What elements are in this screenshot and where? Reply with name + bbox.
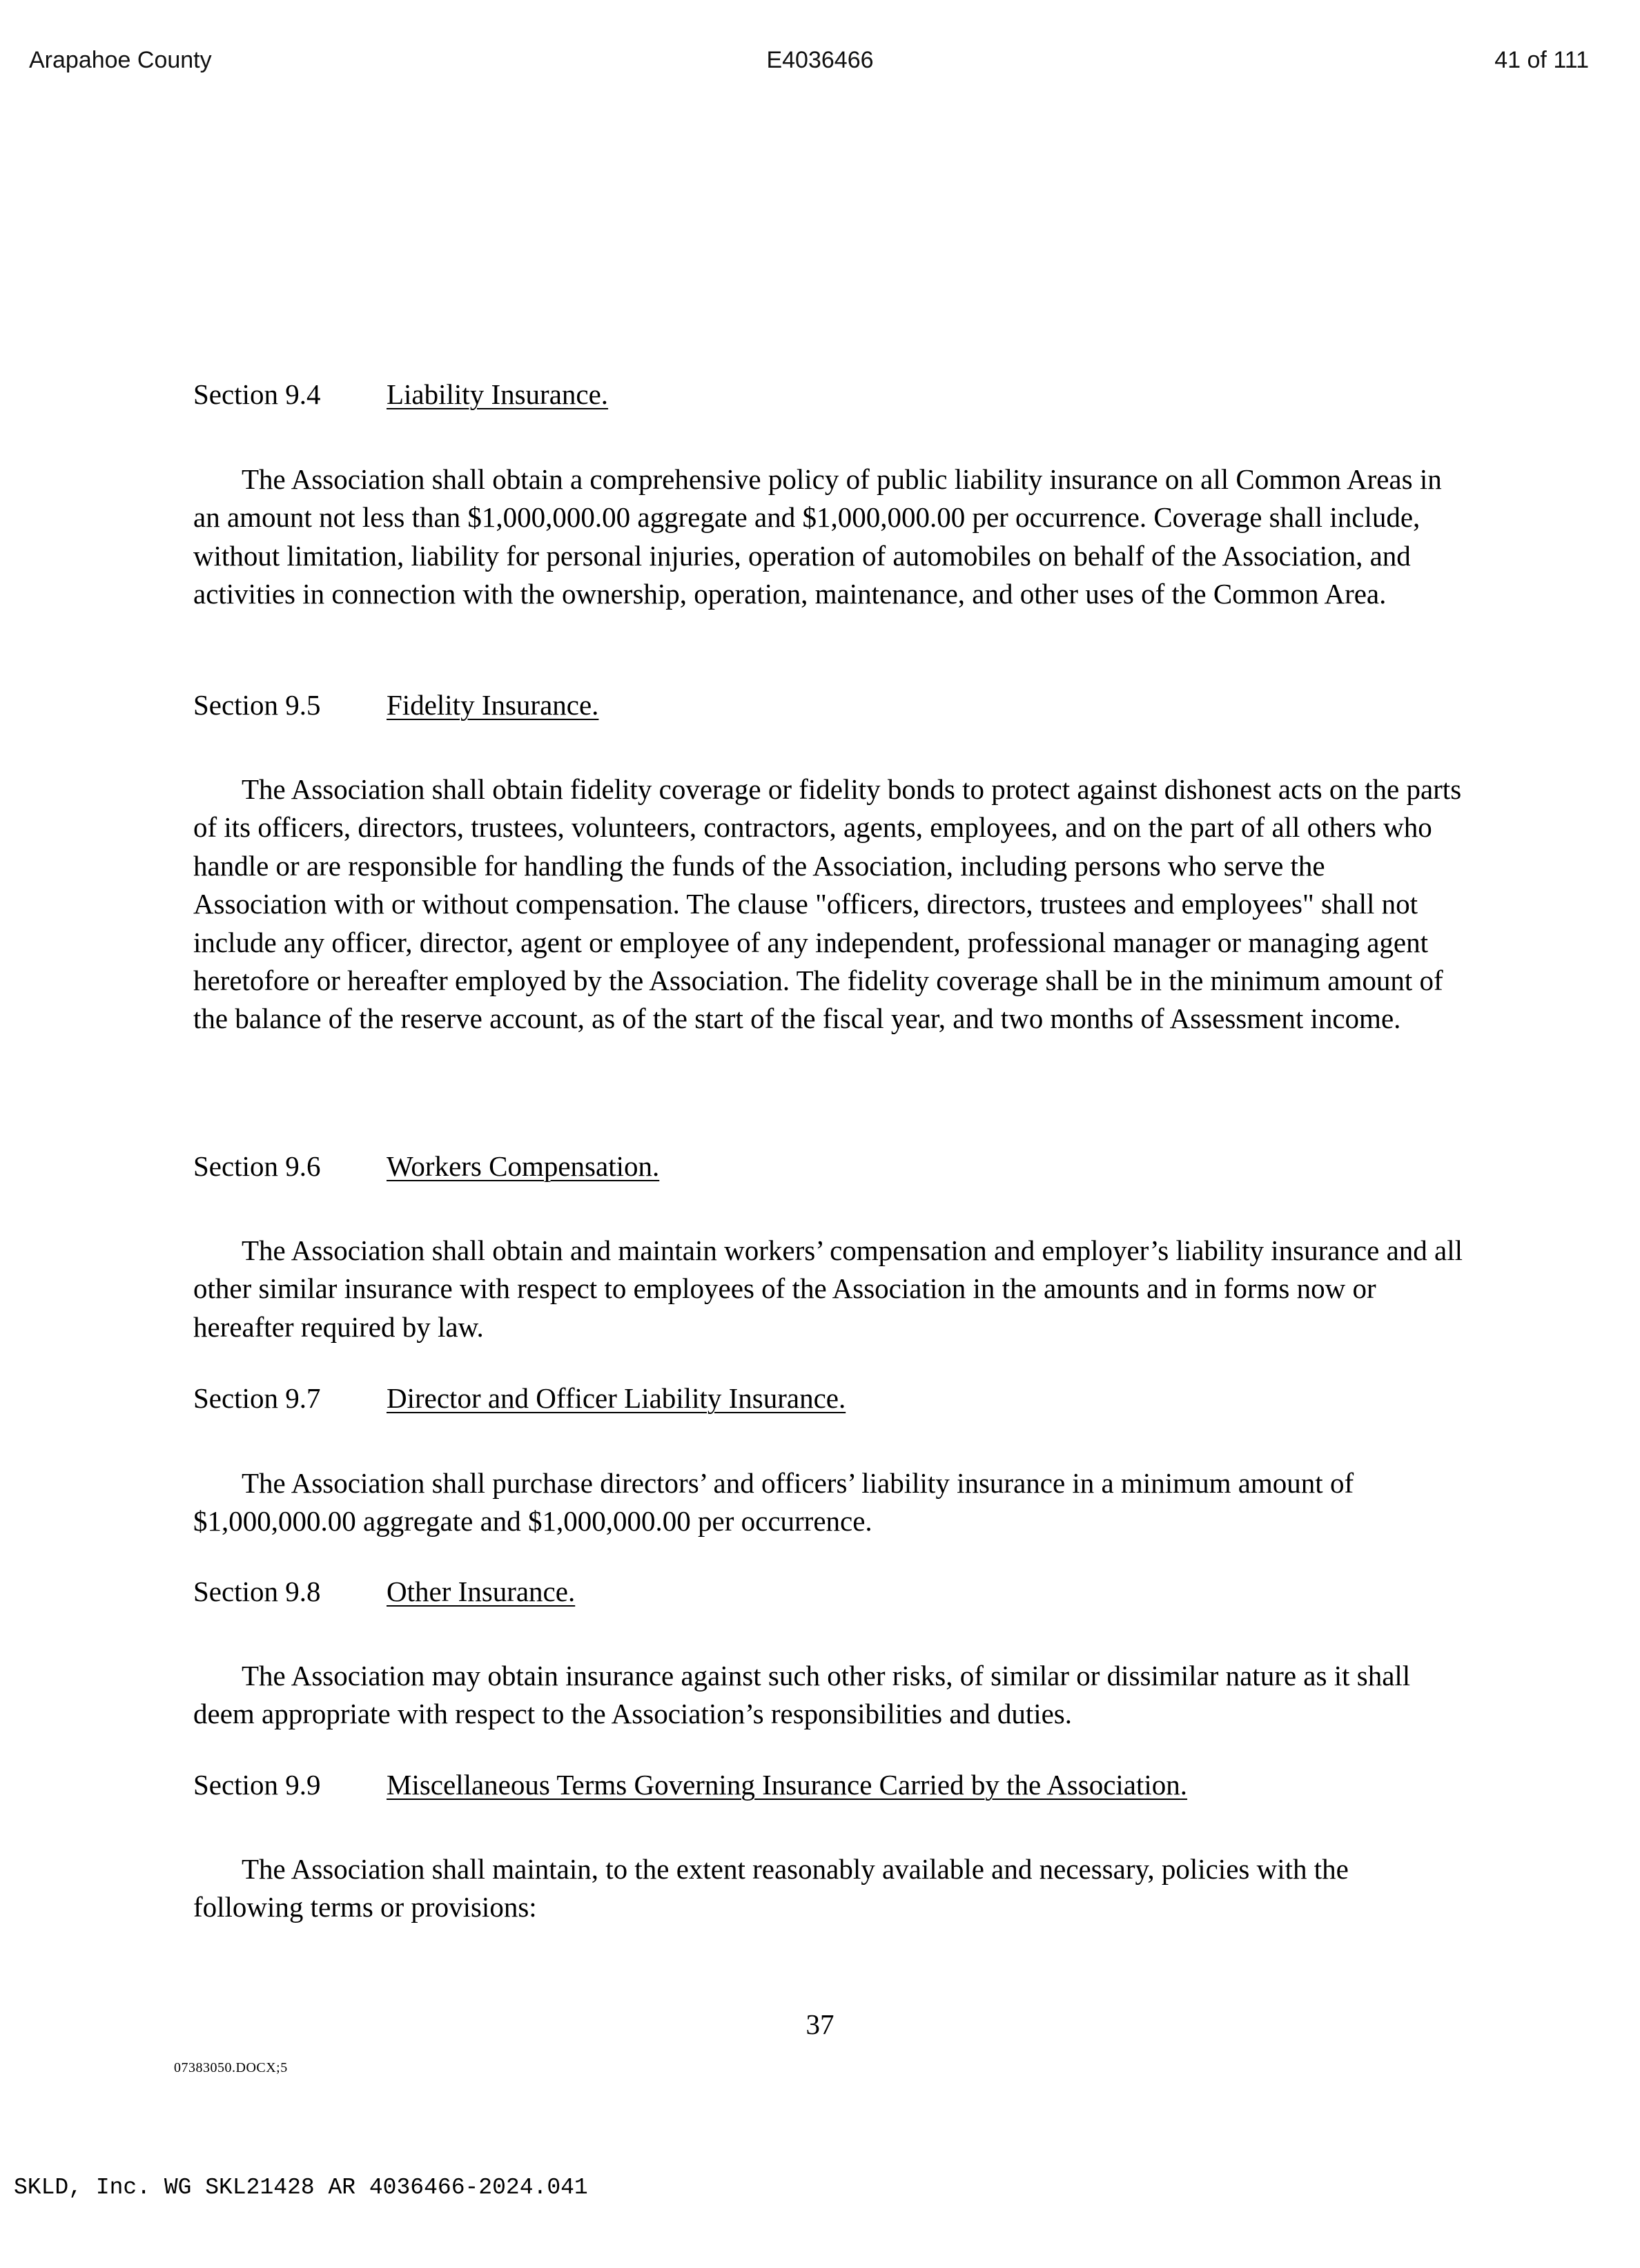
paragraph: The Association shall maintain, to the extent reasonably available and necessary, policies with the following terms or provisions: (193, 1853, 1349, 1923)
header-reception-number: E4036466 (766, 47, 874, 73)
section-number: Section 9.9 (193, 1769, 321, 1801)
section-title: Workers Compensation. (387, 1150, 660, 1182)
paragraph: The Association shall obtain fidelity coverage or fidelity bonds to protect against dishonest acts on the parts of its officers, directors, trustees, volunteers, contractors, agents, employees, and on the part of all others who handle or are responsible for handling the funds of the Association, including persons who serve the Association with or without compensation. The clause "officers, directors, trustees and employees" shall not include any officer, director, agent or employee of any independent, professional manager or managing agent heretofore or hereafter employed by the Association. The fidelity coverage shall be in the minimum amount of the balance of the reserve account, as of the start of the fiscal year, and two months of Assessment income. (193, 773, 1462, 1035)
section-title: Director and Officer Liability Insurance. (387, 1382, 846, 1414)
section-title: Fidelity Insurance. (387, 689, 599, 721)
paragraph: The Association shall obtain a comprehensive policy of public liability insurance on all Common Areas in an amount not less than $1,000,000.00 aggregate and $1,000,000.00 per occurrence. Coverage shall include, without limitation, liability for personal injuries, operation of automobiles on behalf of the Association, and activities in connection with the ownership, operation, maintenance, and other uses of the Common Area. (193, 463, 1442, 610)
section-heading-9-4 (193, 377, 608, 411)
section-heading-9-5 (193, 688, 598, 722)
section-heading-9-6 (193, 1149, 659, 1183)
paragraph: The Association shall obtain and maintain workers’ compensation and employer’s liability insurance and all other similar insurance with respect to employees of the Association in the amounts and in forms now or hereafter required by law. (193, 1234, 1463, 1343)
page-number: 37 (806, 2008, 834, 2040)
section-number: Section 9.4 (193, 378, 321, 410)
paragraph: The Association may obtain insurance against such other risks, of similar or dissimilar nature as it shall deem appropriate with respect to the Association’s responsibilities and duties. (193, 1660, 1411, 1730)
header-page-count: 41 of 111 (1494, 47, 1589, 73)
section-title: Liability Insurance. (387, 378, 609, 410)
section-number: Section 9.7 (193, 1382, 321, 1414)
section-body-9-6 (193, 1232, 1463, 1346)
section-number: Section 9.8 (193, 1576, 321, 1607)
section-title: Other Insurance. (387, 1576, 576, 1607)
section-heading-9-8 (193, 1574, 575, 1609)
section-number: Section 9.5 (193, 689, 321, 721)
header-county: Arapahoe County (29, 47, 212, 73)
document-id: 07383050.DOCX;5 (174, 2060, 288, 2075)
section-title: Miscellaneous Terms Governing Insurance Carried by the Association. (387, 1769, 1188, 1801)
section-body-9-8 (193, 1657, 1463, 1734)
section-body-9-7 (193, 1464, 1463, 1541)
section-heading-9-7 (193, 1381, 846, 1415)
paragraph: The Association shall purchase directors’ and officers’ liability insurance in a minimum amount of $1,000,000.00 aggregate and $1,000,000.00 per occurrence. (193, 1467, 1354, 1538)
recording-stamp: SKLD, Inc. WG SKL21428 AR 4036466-2024.041 (14, 2175, 588, 2200)
section-number: Section 9.6 (193, 1150, 321, 1182)
section-body-9-9 (193, 1850, 1463, 1927)
section-heading-9-9 (193, 1767, 1187, 1802)
section-body-9-4 (193, 461, 1463, 614)
section-body-9-5 (193, 770, 1463, 1038)
